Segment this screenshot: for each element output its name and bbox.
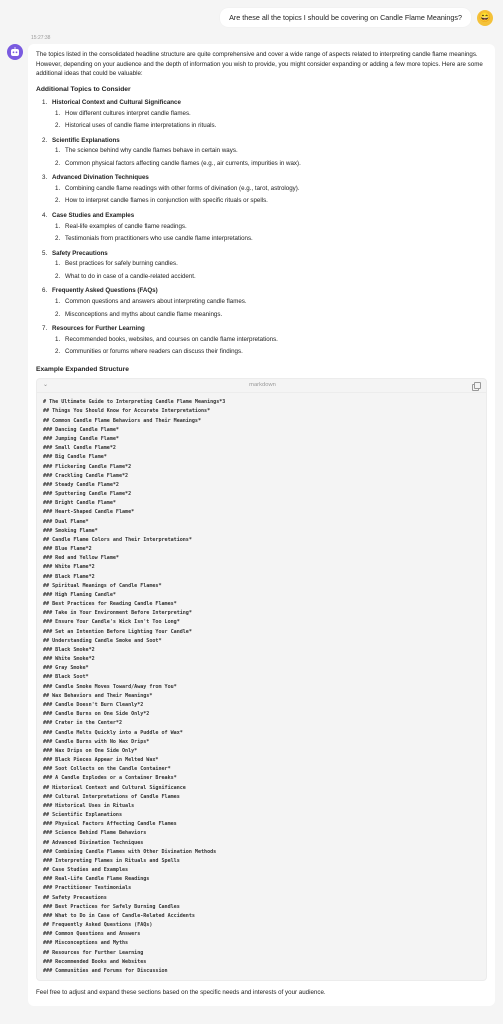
- topic-item: [36, 173, 487, 208]
- subitem-text: Testimonials from practitioners who use candle flame interpretations.: [65, 235, 253, 243]
- topic-subitem: [55, 145, 487, 158]
- subitem-number: 2.: [55, 159, 61, 167]
- code-line: ### Best Practices for Safely Burning Candles: [43, 903, 180, 910]
- code-line: ### Small Candle Flame*2: [43, 445, 116, 452]
- code-block-header: [37, 379, 486, 393]
- code-line: ### Bright Candle Flame*: [43, 500, 116, 507]
- topic-item: [36, 286, 487, 321]
- subitem-text: Misconceptions and myths about candle flame meanings.: [65, 310, 223, 318]
- code-line: ### Red and Yellow Flame*: [43, 555, 119, 562]
- topic-title: [42, 173, 487, 183]
- code-line: ### Misconceptions and Myths: [43, 940, 129, 947]
- code-line: ### Candle Smoke Moves Toward/Away from You*: [43, 683, 177, 690]
- code-line: ### Science Behind Flame Behaviors: [43, 830, 147, 837]
- code-line: ## Frequently Asked Questions (FAQs): [43, 922, 153, 929]
- example-structure-heading: Example Expanded Structure: [36, 365, 129, 373]
- code-line: ### Historical Uses in Rituals: [43, 802, 135, 809]
- topic-subitem: [55, 233, 487, 246]
- code-line: ### Set an Intention Before Lighting Your Candle*: [43, 628, 192, 635]
- code-content: [37, 393, 486, 980]
- code-line: ### Dual Flame*: [43, 518, 89, 525]
- subitem-text: Communities or forums where readers can discuss their findings.: [65, 348, 243, 356]
- code-line: ## Resources for Further Learning: [43, 949, 144, 956]
- code-line: ### Black Flame*2: [43, 573, 95, 580]
- code-line: ### White Flame*2: [43, 564, 95, 571]
- code-line: ### Candle Doesn't Burn Cleanly*2: [43, 701, 144, 708]
- topic-item: [36, 98, 487, 133]
- subitem-number: 1.: [55, 335, 61, 343]
- subitem-number: 1.: [55, 297, 61, 305]
- topic-item: [36, 324, 487, 359]
- code-line: ### Smoking Flame*: [43, 527, 98, 534]
- subitem-number: 2.: [55, 348, 61, 356]
- subitem-number: 2.: [55, 197, 61, 205]
- topic-subitem: [55, 258, 487, 271]
- code-line: ### Flickering Candle Flame*2: [43, 463, 132, 470]
- code-language-label: markdown: [249, 382, 276, 389]
- subitem-number: 2.: [55, 122, 61, 130]
- additional-topics-heading: Additional Topics to Consider: [36, 85, 131, 93]
- code-line: ### Gray Smoke*: [43, 665, 89, 672]
- topic-item: [36, 249, 487, 284]
- topic-item: [36, 211, 487, 246]
- topic-title-text: Frequently Asked Questions (FAQs): [52, 287, 158, 295]
- code-line: ### Steady Candle Flame*2: [43, 481, 119, 488]
- topics-list: [36, 98, 487, 359]
- code-line: ### Big Candle Flame*: [43, 454, 107, 461]
- code-line: ## Things You Should Know for Accurate Interpretations*: [43, 408, 211, 415]
- topic-subitem: [55, 309, 487, 322]
- topic-subitem: [55, 271, 487, 284]
- subitem-text: Real-life examples of candle flame readings.: [65, 222, 187, 230]
- code-line: ## Best Practices for Reading Candle Flames*: [43, 601, 177, 608]
- subitem-number: 1.: [55, 147, 61, 155]
- robot-icon: [7, 44, 23, 60]
- code-line: ### Black Soot*: [43, 674, 89, 681]
- topic-subitem: [55, 120, 487, 133]
- code-line: ### Common Questions and Answers: [43, 931, 141, 938]
- code-line: ## Advanced Divination Techniques: [43, 839, 144, 846]
- subitem-text: Common physical factors affecting candle flames (e.g., air currents, impurities in wax).: [65, 159, 301, 167]
- topic-number: 1.: [42, 99, 48, 106]
- subitem-text: Common questions and answers about interpreting candle flames.: [65, 297, 247, 305]
- code-line: ### Candle Burns with No Wax Drips*: [43, 738, 150, 745]
- code-line: ### Candle Burns on One Side Only*2: [43, 711, 150, 718]
- code-line: ## Common Candle Flame Behaviors and Their Meanings*: [43, 417, 202, 424]
- code-line: ### Crackling Candle Flame*2: [43, 472, 129, 479]
- topic-title-text: Resources for Further Learning: [52, 325, 145, 333]
- copy-icon[interactable]: [472, 382, 480, 390]
- subitem-text: What to do in case of a candle-related accident.: [65, 272, 196, 280]
- topic-subitem: [55, 221, 487, 234]
- subitem-number: 1.: [55, 184, 61, 192]
- code-line: ## Candle Flame Colors and Their Interpretations*: [43, 536, 192, 543]
- subitem-text: Historical uses of candle flame interpretations in rituals.: [65, 122, 217, 130]
- subitem-text: How to interpret candle flames in conjunction with specific rituals or spells.: [65, 197, 268, 205]
- code-line: ### Blue Flame*2: [43, 546, 92, 553]
- code-line: ### Heart-Shaped Candle Flame*: [43, 509, 135, 516]
- subitem-number: 1.: [55, 109, 61, 117]
- code-line: ### Interpreting Flames in Rituals and Spells: [43, 857, 180, 864]
- code-line: ### Take in Your Environment Before Interpreting*: [43, 610, 192, 617]
- code-line: ### Sputtering Candle Flame*2: [43, 491, 132, 498]
- topic-subitem: [55, 183, 487, 196]
- code-line: ### Physical Factors Affecting Candle Flames: [43, 821, 177, 828]
- code-line: ## Historical Context and Cultural Significance: [43, 784, 186, 791]
- topic-subitem: [55, 195, 487, 208]
- topic-subitem: [55, 108, 487, 121]
- code-line: # The Ultimate Guide to Interpreting Candle Flame Meanings*3: [43, 399, 226, 406]
- subitem-number: 1.: [55, 260, 61, 268]
- code-line: ## Understanding Candle Smoke and Soot*: [43, 637, 162, 644]
- topic-title: [42, 98, 487, 108]
- topic-title-text: Scientific Explanations: [52, 136, 120, 144]
- chevron-down-icon[interactable]: ⌄: [43, 382, 49, 389]
- message-timestamp: 15:27:38: [31, 35, 51, 41]
- code-line: ### Practitioner Testimonials: [43, 885, 132, 892]
- assistant-answer: [28, 44, 495, 1006]
- answer-intro: The topics listed in the consolidated headline structure are quite comprehensive and cover a wide range of aspects related to interpreting candle flame meanings. However, depending on your audience and the depth of information you wish to provide, you might consider expanding or adding a few more topics. Here are some additional ideas that could be valuable:: [36, 51, 483, 77]
- code-line: ### What to Do in Case of Candle-Related Accidents: [43, 912, 195, 919]
- code-line: ### Recommended Books and Websites: [43, 958, 147, 965]
- user-message-row: [220, 8, 493, 27]
- topic-title: [42, 324, 487, 334]
- code-line: ### Soot Collects on the Candle Container*: [43, 766, 171, 773]
- code-line: ### Crater in the Center*2: [43, 720, 123, 727]
- topic-subitem: [55, 334, 487, 347]
- topic-title: [42, 211, 487, 221]
- code-line: ## Wax Behaviors and Their Meanings*: [43, 692, 153, 699]
- code-line: ## Spiritual Meanings of Candle Flames*: [43, 582, 162, 589]
- topic-title: [42, 249, 487, 259]
- code-line: ### Jumping Candle Flame*: [43, 436, 119, 442]
- topic-title-text: Advanced Divination Techniques: [52, 174, 149, 182]
- subitem-text: The science behind why candle flames behave in certain ways.: [65, 147, 238, 155]
- code-line: ### Black Pieces Appear in Melted Wax*: [43, 757, 159, 764]
- subitem-number: 2.: [55, 310, 61, 318]
- code-line: ### Combining Candle Flames with Other Divination Methods: [43, 848, 217, 855]
- code-line: ### Real-Life Candle Flame Readings: [43, 876, 150, 883]
- topic-item: [36, 136, 487, 171]
- topic-subitem: [55, 346, 487, 359]
- smiley-face-icon: 😄: [477, 10, 493, 26]
- subitem-text: Recommended books, websites, and courses on candle flame interpretations.: [65, 335, 278, 343]
- code-line: ## Case Studies and Examples: [43, 867, 129, 874]
- subitem-number: 1.: [55, 222, 61, 230]
- code-line: ### Cultural Interpretations of Candle Flames: [43, 793, 180, 800]
- subitem-number: 2.: [55, 235, 61, 243]
- answer-outro: Feel free to adjust and expand these sections based on the specific needs and interests of your audience.: [36, 989, 326, 997]
- subitem-number: 2.: [55, 272, 61, 280]
- topic-number: 4.: [42, 212, 48, 220]
- topic-title: [42, 136, 487, 146]
- topic-number: 3.: [42, 174, 48, 182]
- topic-title: [42, 286, 487, 296]
- subitem-text: Combining candle flame readings with other forms of divination (e.g., tarot, astrology).: [65, 184, 300, 192]
- code-line: ### White Smoke*2: [43, 656, 95, 663]
- code-line: ### Black Smoke*2: [43, 646, 95, 653]
- topic-title-text: Safety Precautions: [52, 249, 108, 257]
- code-line: ### Ensure Your Candle's Wick Isn't Too Long*: [43, 619, 180, 626]
- code-line: ## Safety Precautions: [43, 894, 107, 901]
- subitem-text: Best practices for safely burning candles.: [65, 260, 178, 268]
- code-line: ### A Candle Explodes or a Container Breaks*: [43, 775, 177, 782]
- topic-subitem: [55, 296, 487, 309]
- topic-number: 6.: [42, 287, 48, 295]
- topic-number: 5.: [42, 249, 48, 257]
- code-line: ### Wax Drips on One Side Only*: [43, 747, 138, 754]
- topic-number: 2.: [42, 136, 48, 144]
- topic-number: 7.: [42, 325, 48, 333]
- code-line: ### Communities and Forums for Discussion: [43, 967, 168, 974]
- topic-title-text: Historical Context and Cultural Significance: [52, 99, 181, 106]
- code-line: ### Dancing Candle Flame*: [43, 426, 119, 433]
- code-line: ### Candle Melts Quickly into a Puddle of Wax*: [43, 729, 183, 736]
- code-line: ## Scientific Explanations: [43, 812, 123, 819]
- code-line: ### High Flaming Candle*: [43, 591, 116, 598]
- subitem-text: How different cultures interpret candle flames.: [65, 109, 191, 117]
- topic-subitem: [55, 158, 487, 171]
- user-message-bubble: Are these all the topics I should be covering on Candle Flame Meanings?: [220, 8, 471, 27]
- code-block: [36, 378, 487, 981]
- topic-title-text: Case Studies and Examples: [52, 212, 135, 220]
